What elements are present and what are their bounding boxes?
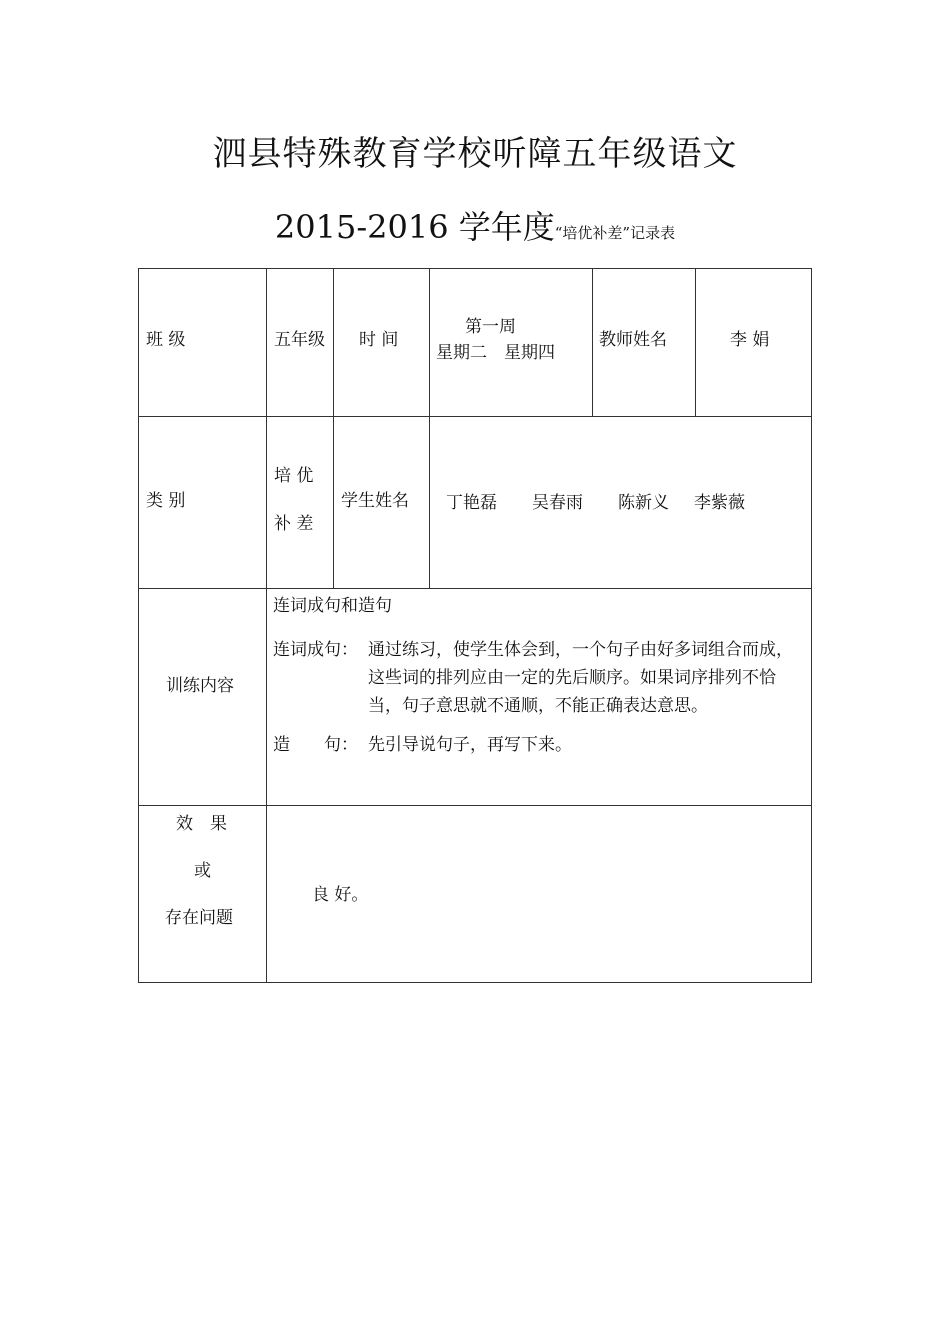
training-label: 训练内容: [166, 676, 234, 696]
col-divider: [592, 268, 593, 417]
effect-or: 或: [194, 861, 211, 881]
table-border-right: [811, 268, 812, 983]
row-divider: [138, 588, 812, 589]
category-label: 类 别: [146, 491, 186, 511]
document-title: 泗县特殊教育学校听障五年级语文: [212, 134, 738, 174]
col-divider: [333, 268, 334, 589]
class-label: 班 级: [146, 330, 186, 350]
student-name: 丁艳磊: [446, 493, 497, 513]
problems-label: 存在问题: [165, 908, 233, 928]
school-year: 2015-2016 学年度: [274, 208, 555, 246]
student-label: 学生姓名: [341, 491, 409, 511]
student-name: 陈新义: [618, 493, 669, 513]
class-value: 五年级: [274, 330, 325, 350]
student-name: 李紫薇: [694, 493, 745, 513]
training-heading: 连词成句和造句: [273, 596, 392, 616]
student-name: 吴春雨: [532, 493, 583, 513]
teacher-label: 教师姓名: [599, 330, 667, 350]
table-border-top: [138, 268, 812, 269]
time-week: 第一周: [465, 317, 516, 337]
table-border-bottom: [138, 982, 812, 983]
time-days: 星期二 星期四: [436, 343, 555, 363]
time-label: 时 间: [359, 330, 399, 350]
teacher-name: 李 娟: [730, 330, 770, 350]
document-subtitle: [0, 202, 950, 248]
effect-value: 良 好。: [312, 885, 369, 905]
item1-label: 连词成句：: [273, 640, 358, 660]
record-form-name: “培优补差”记录表: [554, 224, 676, 242]
row-divider: [138, 805, 812, 806]
category-top: 培 优: [274, 466, 314, 486]
col-divider: [695, 268, 696, 417]
item1-text: 通过练习，使学生体会到，一个句子由好多词组合而成，这些词的排列应由一定的先后顺序。如果词序排列不恰当，句子意思就不通顺，不能正确表达意思。: [368, 640, 793, 716]
item2-text: 先引导说句子，再写下来。: [368, 735, 572, 755]
item2-label: 造 句：: [273, 735, 358, 755]
row-divider: [138, 416, 812, 417]
table-border-left: [138, 268, 139, 983]
col-divider: [429, 268, 430, 589]
col-divider: [266, 268, 267, 983]
category-bottom: 补 差: [274, 514, 314, 534]
effect-label: 效 果: [176, 814, 227, 834]
